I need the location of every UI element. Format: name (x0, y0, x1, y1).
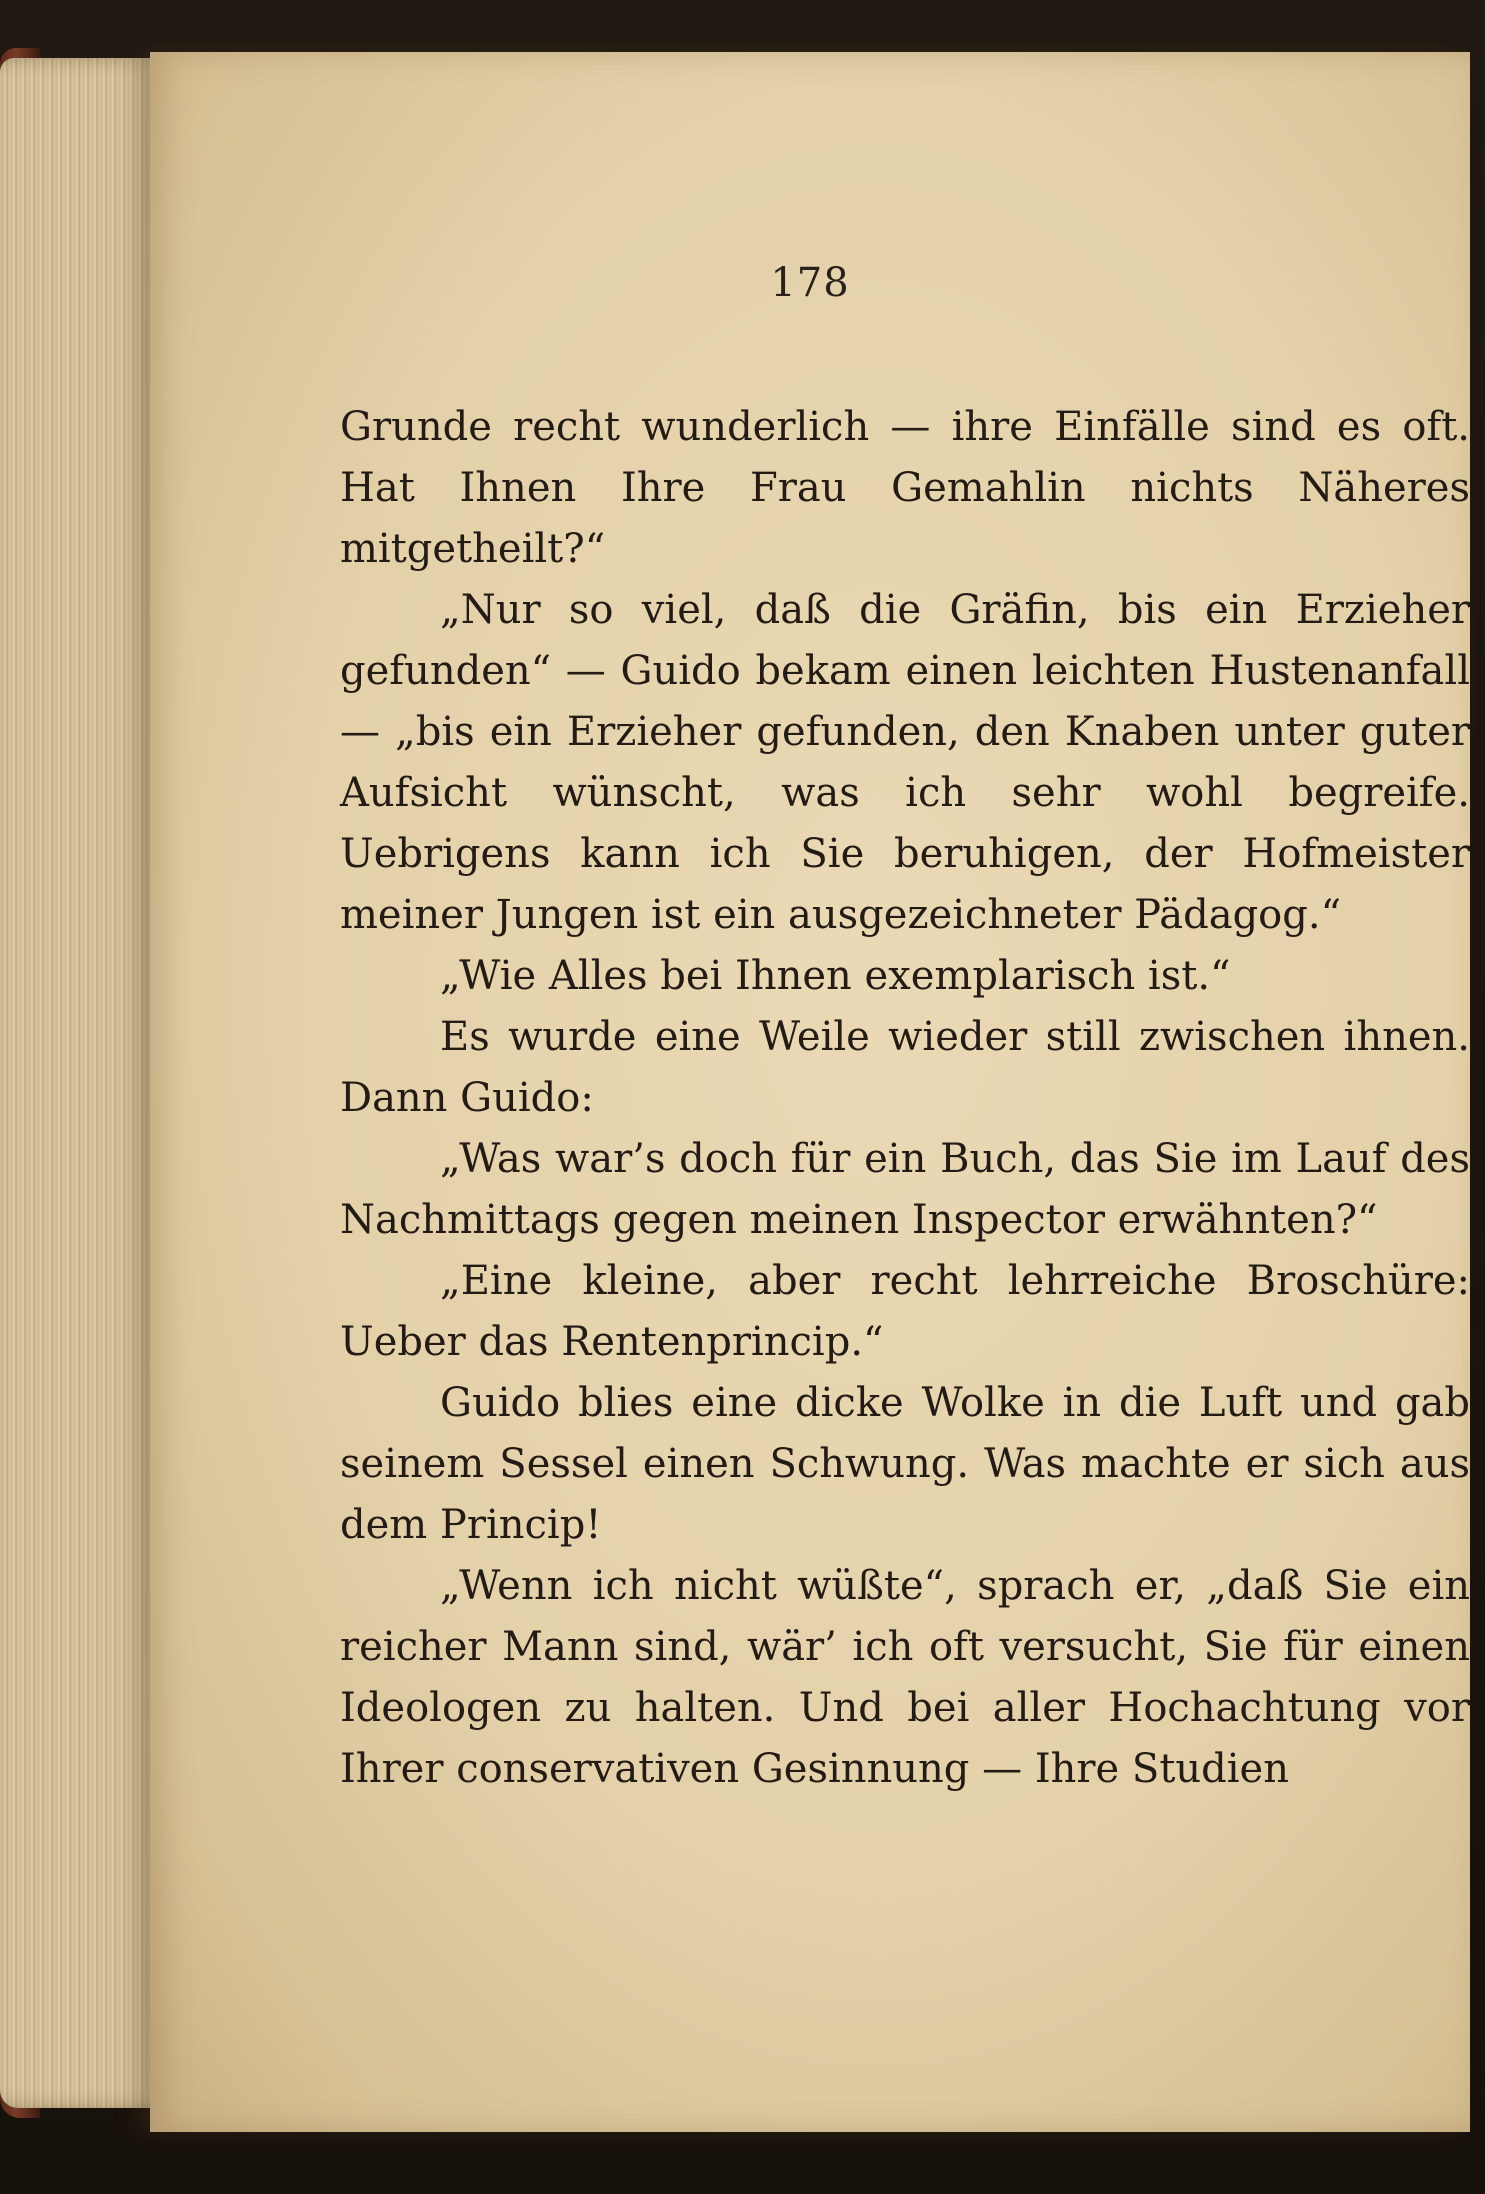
paragraph-1: Grunde recht wunderlich — ihre Einfälle sind es oft. Hat Ihnen Ihre Frau Gemahlin nichts Näheres mitgetheilt?“ (340, 404, 1470, 572)
page-edges (0, 58, 170, 2108)
book-page (150, 52, 1470, 2132)
page-number: 178 (770, 260, 850, 306)
paragraph-8: „Wenn ich nicht wüßte“, sprach er, „daß Sie ein reicher Mann sind, wär’ ich oft versucht, Sie für einen Ideologen zu halten. Und bei aller Hochachtung vor Ihrer conservativen Gesinnung — Ihre Studien (340, 1563, 1470, 1792)
paragraph-6: „Eine kleine, aber recht lehrreiche Broschüre: Ueber das Rentenprincip.“ (340, 1258, 1470, 1365)
paragraph-3: „Wie Alles bei Ihnen exemplarisch ist.“ (440, 953, 1231, 999)
paragraph-4: Es wurde eine Weile wieder still zwischen ihnen. Dann Guido: (340, 1014, 1470, 1121)
paragraph-2: „Nur so viel, daß die Gräfin, bis ein Erzieher gefunden“ — Guido bekam einen leichten Hustenanfall — „bis ein Erzieher gefunden, den Knaben unter guter Aufsicht wünscht, was ich sehr wohl begreife. Uebrigens kann ich Sie beruhigen, der Hofmeister meiner Jungen ist ein ausgezeichneter Pädagog.“ (340, 587, 1470, 938)
body-text (340, 397, 1470, 1800)
paragraph-7: Guido blies eine dicke Wolke in die Luft und gab seinem Sessel einen Schwung. Was machte er sich aus dem Princip! (340, 1380, 1470, 1548)
paragraph-5: „Was war’s doch für ein Buch, das Sie im Lauf des Nachmittags gegen meinen Inspector erwähnten?“ (340, 1136, 1470, 1243)
